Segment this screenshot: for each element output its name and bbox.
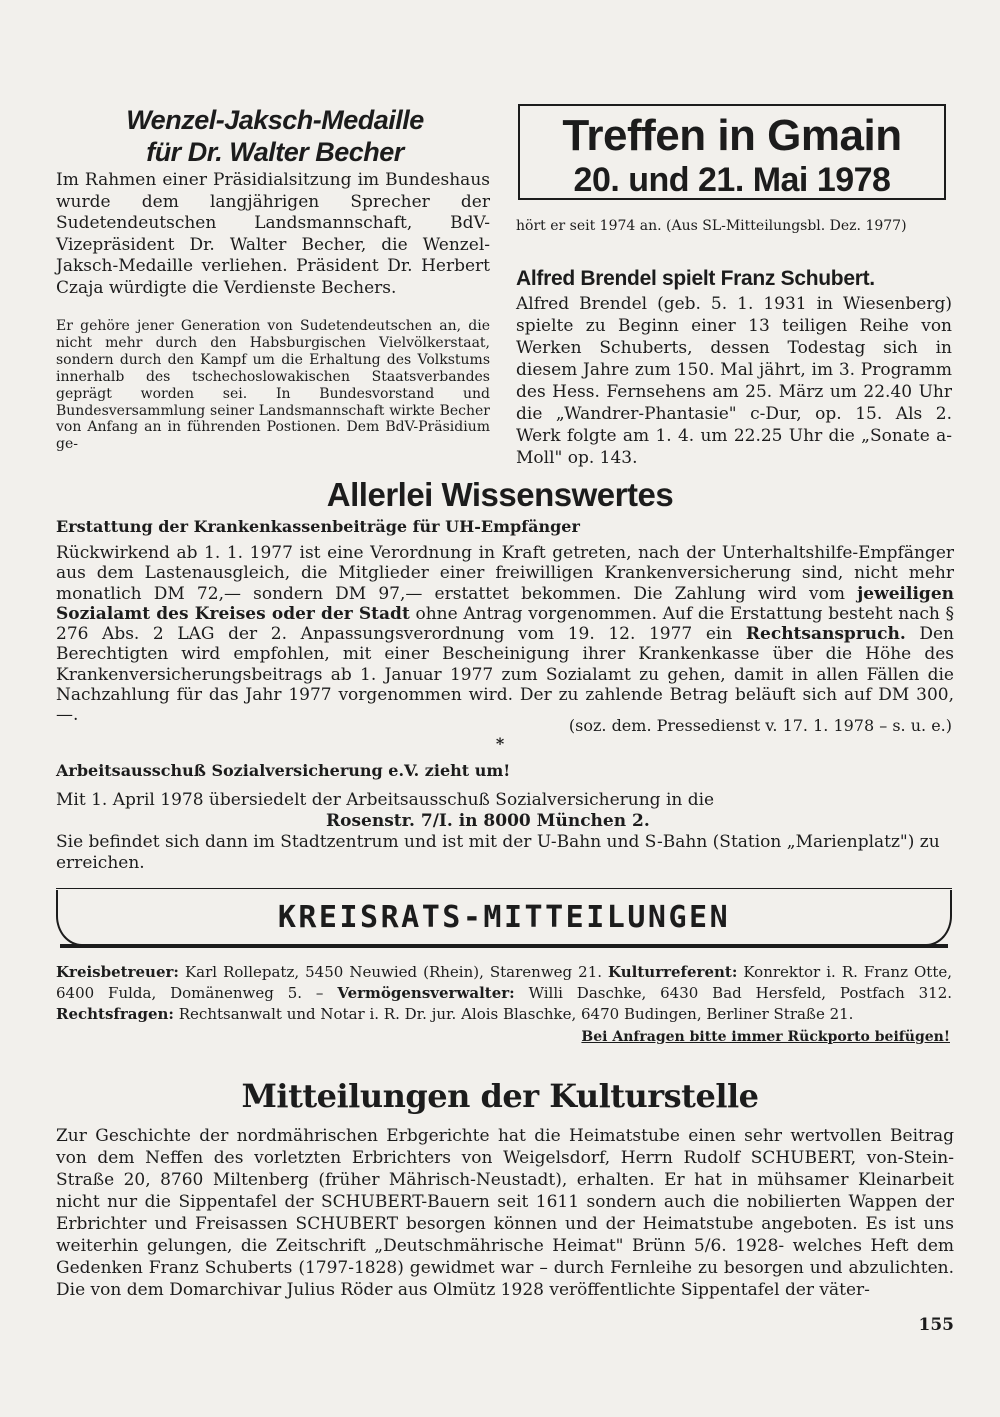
treffen-date: 20. und 21. Mai 1978 (573, 161, 891, 199)
label-kreisbetreuer: Kreisbetreuer: (56, 963, 179, 981)
becher-article-title (60, 104, 490, 168)
kreisrats-top-rule (56, 888, 952, 889)
text-rechtsfragen: Rechtsanwalt und Notar i. R. Dr. jur. Alois Blaschke, 6470 Budingen, Berliner Straße 21. (173, 1005, 854, 1023)
erstattung-text-1: Rückwirkend ab 1. 1. 1977 ist eine Verordnung in Kraft getreten, nach der Unterhaltshilfe-Empfänger aus dem Lastenausgleich, die Mitglieder einer freiwilligen Krankenversicherung sind, nicht mehr monatlich DM 72,— sondern DM 97,— erstattet bekommen. Die Zahlung wird vom (56, 543, 954, 604)
label-rechtsfragen: Rechtsfragen: (56, 1005, 174, 1023)
umzug-heading: Arbeitsausschuß Sozialversicherung e.V. zieht um! (56, 761, 511, 780)
text-vermoegensverwalter: Willi Daschke, 6430 Bad Hersfeld, Postfach 312. (514, 984, 953, 1002)
text-kulturreferent: Konrektor i. R. Franz Otte, 6400 Fulda, Domänenweg 5. – (56, 963, 952, 1002)
kreisrats-bottom-rule (60, 944, 948, 948)
allerlei-section-title: Allerlei Wissenswertes (326, 476, 674, 513)
becher-article-body: Er gehöre jener Generation von Sudetendeutschen an, die nicht mehr durch den Habsburgischen Vielvölkerstaat, sondern durch den Kampf um die Erhaltung des Volkstums innerhalb des tschechoslowakischen Staatsverbandes geprägt worden sei. In Bundesvorstand und Bundesversammlung seiner Landsmannschaft wirkte Becher von Anfang an in führenden Postionen. Dem BdV-Präsidium ge- (56, 318, 490, 453)
becher-title-line1: Wenzel-Jaksch-Medaille (126, 105, 424, 135)
treffen-announcement-box (518, 104, 946, 200)
rueckporto-note: Bei Anfragen bitte immer Rückporto beifügen! (581, 1029, 950, 1045)
brendel-article-title: Alfred Brendel spielt Franz Schubert. (516, 267, 875, 290)
erstattung-text-3: Den Berechtigten wird empfohlen, mit einer Bescheinigung ihrer Krankenkasse über die Höhe des Krankenversicherungsbeitrags ab 1. Januar 1977 zum Sozialamt zu gehen, damit in allen Fällen die Nachzahlung für das Jahr 1977 vorgenommen wird. Der zu zahlende Betrag beläuft sich auf DM 300,—. (56, 624, 955, 726)
brendel-article-body: Alfred Brendel (geb. 5. 1. 1931 in Wiesenberg) spielte zu Beginn einer 13 teiligen Reihe von Werken Schuberts, dessen Todestag sich in diesem Jahre zum 150. Mal jährt, im 3. Programm des Hess. Fernsehens am 25. März um 22.40 Uhr die „Wandrer-Phantasie" c-Dur, op. 15. Als 2. Werk folgte am 1. 4. um 22.25 Uhr die „Sonate a-Moll" op. 143. (516, 294, 952, 468)
erstattung-bold-1: jeweiligen Sozialamt des Kreises oder der Stadt (56, 583, 954, 624)
page-number: 155 (918, 1315, 954, 1335)
umzug-text-line2: Sie befindet sich dann im Stadtzentrum und ist mit der U-Bahn und S-Bahn (Station „Marienplatz") zu erreichen. (56, 832, 940, 873)
erstattung-text-2: ohne Antrag vorgenommen. Auf die Erstattung besteht nach § 276 Abs. 2 LAG der 2. Anpassungsverordnung vom 19. 12. 1977 ein (56, 603, 954, 645)
becher-article-intro: Im Rahmen einer Präsidialsitzung im Bundeshaus wurde dem langjährigen Sprecher der Sudetendeutschen Landsmannschaft, BdV-Vizepräsident Dr. Walter Becher, die Wenzel-Jaksch-Medaille verliehen. Präsident Dr. Herbert Czaja würdigte die Verdienste Bechers. (56, 170, 490, 298)
source-note: (soz. dem. Pressedienst v. 17. 1. 1978 – s. u. e.) (568, 716, 952, 735)
kreisrats-title: KREISRATS-MITTEILUNGEN (277, 900, 731, 935)
section-separator-asterisk: * (495, 734, 505, 753)
kulturstelle-title: Mitteilungen der Kulturstelle (241, 1077, 759, 1115)
text-kreisbetreuer: Karl Rollepatz, 5450 Neuwied (Rhein), Starenweg 21. (178, 963, 609, 981)
erstattung-heading: Erstattung der Krankenkassenbeiträge für UH-Empfänger (56, 517, 580, 536)
label-kulturreferent: Kulturreferent: (608, 963, 738, 981)
erstattung-bold-2: Rechtsanspruch. (745, 624, 906, 645)
label-vermoegensverwalter: Vermögensverwalter: (337, 984, 515, 1002)
umzug-text-line1: Mit 1. April 1978 übersiedelt der Arbeitsausschuß Sozialversicherung in die (56, 790, 715, 810)
becher-title-line2: für Dr. Walter Becher (146, 137, 404, 167)
erstattung-body (56, 543, 954, 726)
kulturstelle-body: Zur Geschichte der nordmährischen Erbgerichte hat die Heimatstube einen sehr wertvollen Beitrag von dem Neffen des vorletzten Erbrichters von Weigelsdorf, Herrn Rudolf SCHUBERT, von-Stein-Straße 20, 8760 Miltenberg (früher Mährisch-Neustadt), erhalten. Er hat in mühsamer Kleinarbeit nicht nur die Sippentafel der SCHUBERT-Bauern seit 1611 sondern auch die nobilierten Wappen der Erbrichter und Freisassen SCHUBERT besorgen können und der Heimatstube angeboten. Es ist uns weiterhin gelungen, die Zeitschrift „Deutschmährische Heimat" Brünn 5/6. 1928- welches Heft dem Gedenken Franz Schuberts (1797-1828) gewidmet war – durch Fernleihe zu besorgen und abzulichten. Die von dem Domarchivar Julius Röder aus Olmütz 1928 veröffentlichte Sippentafel der väter- (56, 1126, 954, 1300)
treffen-title: Treffen in Gmain (562, 111, 902, 160)
becher-article-continuation: hört er seit 1974 an. (Aus SL-Mitteilungsbl. Dez. 1977) (516, 218, 907, 234)
umzug-address: Rosenstr. 7/I. in 8000 München 2. (326, 811, 650, 831)
kreisrats-contacts (56, 962, 952, 1025)
